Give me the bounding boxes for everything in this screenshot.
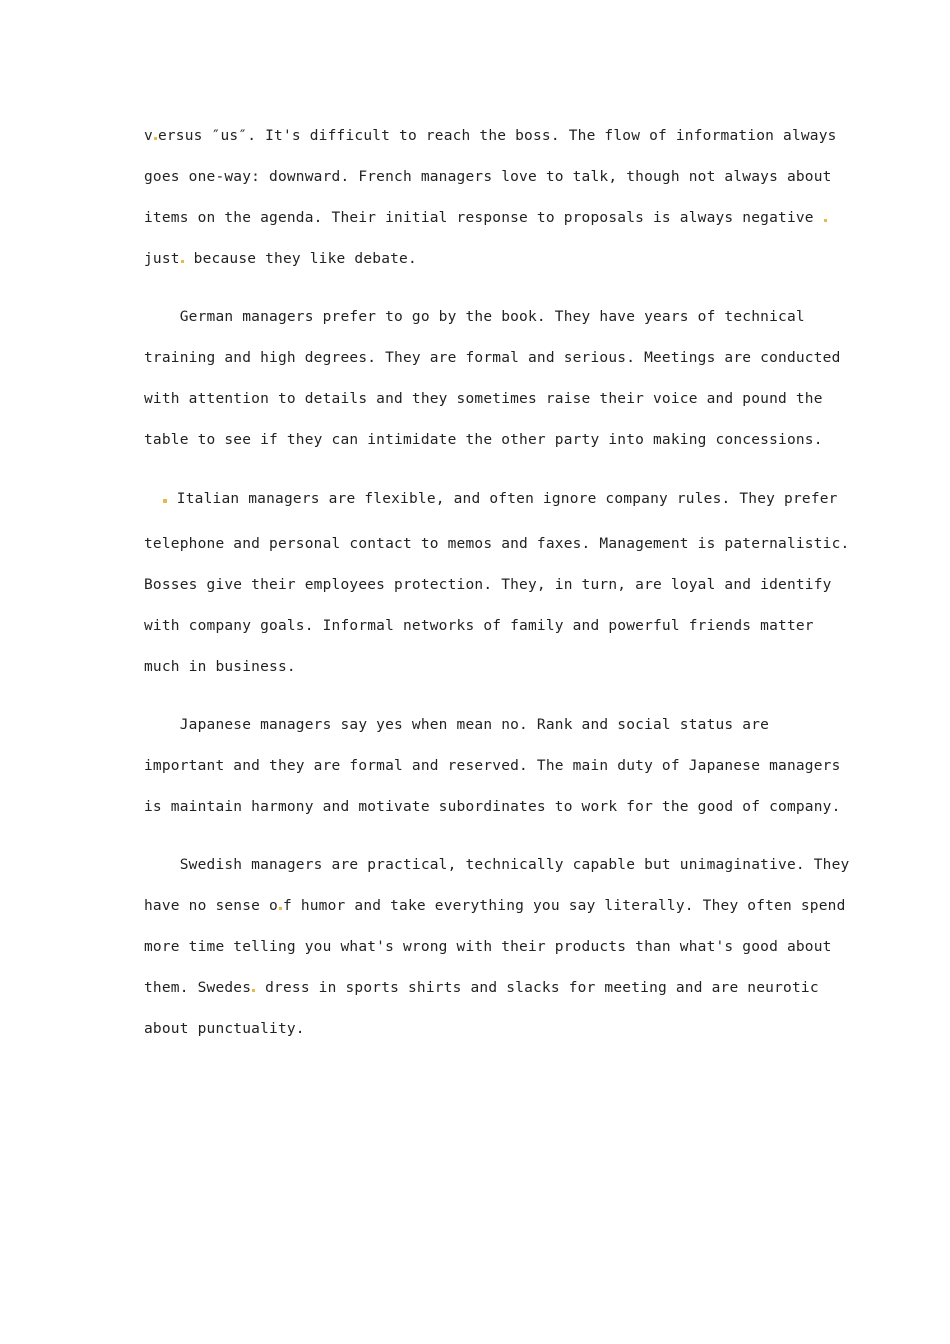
text-line: [144, 927, 832, 968]
text-segment: Japanese managers say yes when mean no. Rank and social status are: [144, 717, 770, 733]
paragraph-swedish-managers: [144, 845, 850, 1050]
edit-mark: [181, 260, 184, 263]
paragraph-japanese-managers: [144, 705, 841, 828]
text-segment: f humor and take everything you say literally. They often spend: [282, 898, 846, 914]
text-segment: them. Swedes: [144, 980, 252, 996]
text-segment: with company goals. Informal networks of family and powerful friends matter: [144, 618, 814, 634]
edit-mark: [279, 907, 282, 910]
text-segment: just: [144, 251, 180, 267]
text-segment: have no sense o: [144, 898, 278, 914]
text-segment: v: [144, 128, 153, 144]
text-segment: much in business.: [144, 659, 296, 675]
text-segment: Swedish managers are practical, technically capable but unimaginative. They: [144, 857, 850, 873]
text-segment: goes one-way: downward. French managers love to talk, though not always about: [144, 169, 832, 185]
text-segment: with attention to details and they sometimes raise their voice and pound the: [144, 391, 823, 407]
text-line: [144, 420, 823, 461]
text-line: [144, 157, 832, 198]
text-segment: Italian managers are flexible, and often ignore company rules. They prefer: [167, 491, 838, 507]
text-segment: items on the agenda. Their initial response to proposals is always negative: [144, 210, 823, 226]
document-body: [144, 116, 850, 1050]
text-line: [144, 845, 850, 886]
text-segment: telephone and personal contact to memos and faxes. Management is paternalistic.: [144, 536, 850, 552]
paragraph-italian-managers: [144, 474, 850, 688]
paragraph-french-managers: [144, 116, 837, 280]
text-segment: important and they are formal and reserved. The main duty of Japanese managers: [144, 758, 841, 774]
text-line: [144, 474, 838, 524]
text-segment: because they like debate.: [184, 251, 417, 267]
edit-mark: [824, 219, 827, 222]
text-segment: training and high degrees. They are formal and serious. Meetings are conducted: [144, 350, 841, 366]
paragraph-spacer: [144, 688, 814, 705]
text-segment: dress in sports shirts and slacks for meeting and are neurotic: [256, 980, 819, 996]
text-segment: is maintain harmony and motivate subordinates to work for the good of company.: [144, 799, 841, 815]
text-line: [144, 239, 814, 280]
text-segment: table to see if they can intimidate the other party into making concessions.: [144, 432, 823, 448]
text-segment: more time telling you what's wrong with their products than what's good about: [144, 939, 832, 955]
text-line: [144, 647, 814, 688]
text-line: [144, 338, 841, 379]
text-line: [144, 297, 814, 338]
paragraph-spacer: [144, 828, 814, 845]
text-line: [144, 524, 850, 565]
text-line: [144, 379, 823, 420]
edit-mark: [252, 989, 255, 992]
text-line: [144, 1009, 814, 1050]
edit-mark: [163, 499, 167, 503]
text-segment: German managers prefer to go by the book. They have years of technical: [144, 309, 805, 325]
edit-mark: [154, 137, 157, 140]
paragraph-german-managers: [144, 297, 841, 461]
text-line: [144, 606, 814, 647]
paragraph-spacer: [144, 280, 814, 297]
text-line: [144, 116, 837, 157]
paragraph-spacer: [144, 461, 814, 474]
text-line: [144, 565, 832, 606]
text-segment: [144, 491, 162, 507]
text-segment: Bosses give their employees protection. They, in turn, are loyal and identify: [144, 577, 832, 593]
text-line: [144, 746, 841, 787]
text-line: [144, 886, 846, 927]
text-segment: ersus ″us″. It's difficult to reach the boss. The flow of information always: [157, 128, 837, 144]
text-line: [144, 968, 819, 1009]
text-segment: about punctuality.: [144, 1021, 305, 1037]
text-line: [144, 787, 841, 828]
text-line: [144, 198, 823, 239]
text-line: [144, 705, 814, 746]
